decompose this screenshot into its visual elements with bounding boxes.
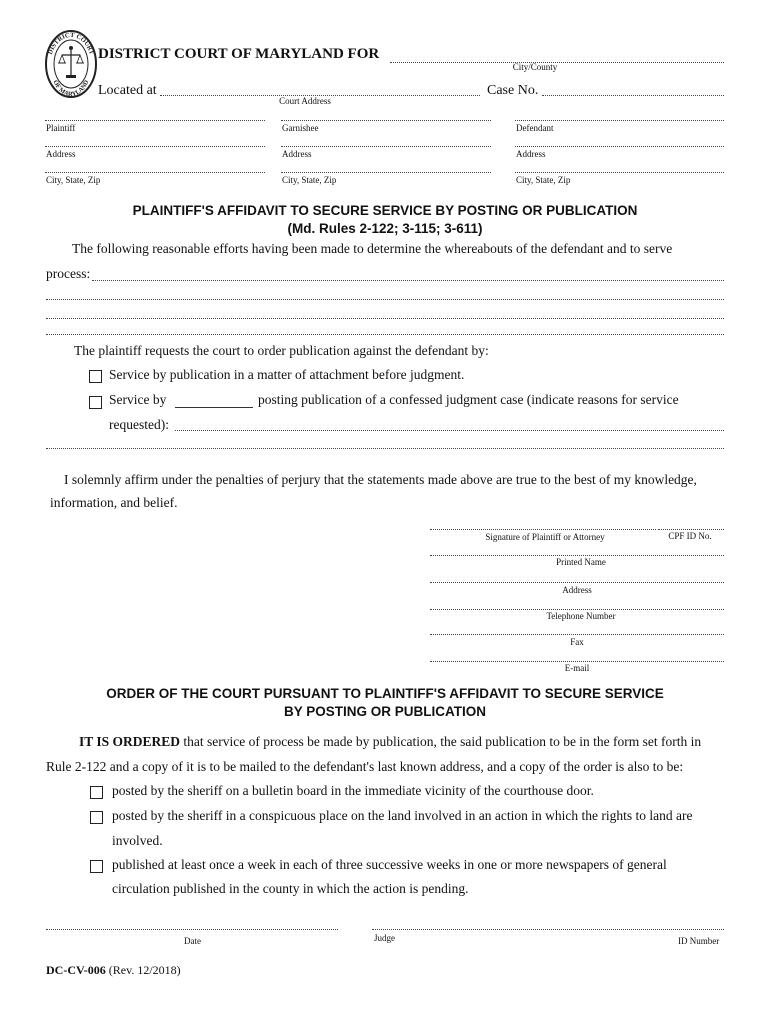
email-caption: E-mail (564, 663, 590, 673)
defendant-address-caption: Address (516, 149, 546, 159)
order-title-line-1: ORDER OF THE COURT PURSUANT TO PLAINTIFF'S AFFIDAVIT TO SECURE SERVICE (106, 686, 664, 701)
garnishee-address-field[interactable] (281, 134, 491, 147)
seal-text-bottom: OF MARYLAND (51, 79, 91, 99)
option-publication-attachment: Service by publication in a matter of attachment before judgment. (109, 367, 465, 382)
case-no-field[interactable] (542, 81, 724, 96)
city-county-caption: City/County (512, 62, 558, 72)
order-text: that service of process be made by publication, the said publication to be in the form set forth in (180, 734, 702, 749)
efforts-line-3[interactable] (46, 304, 724, 319)
form-revision: (Rev. 12/2018) (108, 963, 181, 977)
case-no-label: Case No. (487, 83, 539, 98)
service-method-field[interactable] (175, 393, 253, 408)
printed-name-field[interactable] (430, 545, 724, 556)
garnishee-caption: Garnishee (282, 123, 319, 133)
telephone-caption: Telephone Number (546, 611, 616, 621)
plaintiff-address-caption: Address (46, 149, 76, 159)
seal-text-top: DISTRICT COURT (46, 31, 96, 56)
signer-address-caption: Address (562, 585, 592, 595)
defendant-name-field[interactable] (515, 108, 724, 121)
court-seal-icon (44, 28, 98, 100)
court-address-field[interactable] (160, 81, 480, 96)
signer-address-field[interactable] (430, 572, 724, 583)
affidavit-title: PLAINTIFF'S AFFIDAVIT TO SECURE SERVICE BY POSTING OR PUBLICATION (132, 203, 638, 218)
order-option-newspaper-line-2: circulation published in the county in which the action is pending. (112, 881, 469, 896)
date-field[interactable] (46, 919, 338, 930)
order-paragraph-line-2: Rule 2-122 and a copy of it is to be mailed to the defendant's last known address, and a copy of the order is also to be: (46, 759, 684, 774)
date-caption: Date (184, 936, 201, 946)
reasons-line-1[interactable] (175, 416, 724, 431)
form-number: DC-CV-006 (46, 963, 106, 977)
publication-attachment-checkbox[interactable] (89, 370, 102, 383)
printed-name-caption: Printed Name (556, 557, 606, 567)
form-id (46, 963, 181, 978)
plaintiff-csz-field[interactable] (45, 160, 265, 173)
process-label: process: (46, 266, 91, 281)
option-service-by-suffix: posting publication of a confessed judgment case (indicate reasons for service (258, 392, 679, 407)
defendant-csz-field[interactable] (515, 160, 724, 173)
cpf-id-field[interactable] (658, 519, 724, 530)
signature-field[interactable] (430, 519, 656, 530)
email-field[interactable] (430, 651, 724, 662)
order-title-line-2: BY POSTING OR PUBLICATION (283, 704, 486, 719)
order-option-land-line-2: involved. (112, 833, 163, 848)
defendant-address-field[interactable] (515, 134, 724, 147)
city-county-field[interactable] (390, 46, 724, 63)
efforts-line-1[interactable] (92, 266, 724, 281)
court-label: DISTRICT COURT OF MARYLAND FOR (98, 46, 380, 62)
confessed-judgment-checkbox[interactable] (89, 396, 102, 409)
cpf-caption: CPF ID No. (668, 531, 712, 541)
order-paragraph-line-1 (79, 734, 701, 750)
it-is-ordered-text: IT IS ORDERED (79, 734, 181, 749)
court-address-caption: Court Address (279, 96, 331, 106)
newspaper-publication-checkbox[interactable] (90, 860, 103, 873)
garnishee-name-field[interactable] (281, 108, 491, 121)
land-posting-checkbox[interactable] (90, 811, 103, 824)
requested-label: requested): (109, 417, 169, 432)
fax-field[interactable] (430, 624, 724, 635)
request-text: The plaintiff requests the court to order publication against the defendant by: (74, 343, 489, 358)
affirmation-line-1: I solemnly affirm under the penalties of perjury that the statements made above are true to the best of my knowledge, (64, 472, 697, 487)
affirmation-line-2: information, and belief. (50, 495, 178, 510)
id-number-caption: ID Number (678, 936, 720, 946)
garnishee-csz-caption: City, State, Zip (282, 175, 337, 185)
affidavit-rules: (Md. Rules 2-122; 3-115; 3-611) (287, 221, 483, 236)
plaintiff-caption: Plaintiff (46, 123, 76, 133)
located-label: Located at (98, 83, 157, 98)
plaintiff-address-field[interactable] (45, 134, 265, 147)
defendant-csz-caption: City, State, Zip (516, 175, 571, 185)
defendant-caption: Defendant (516, 123, 554, 133)
option-service-by-prefix: Service by (109, 392, 167, 407)
order-option-courthouse-door: posted by the sheriff on a bulletin board in the immediate vicinity of the courthouse door. (112, 783, 594, 798)
garnishee-csz-field[interactable] (281, 160, 491, 173)
plaintiff-csz-caption: City, State, Zip (46, 175, 101, 185)
fax-caption: Fax (570, 637, 584, 647)
efforts-line-2[interactable] (46, 285, 724, 300)
svg-text:OF MARYLAND (51, 79, 90, 98)
signature-caption: Signature of Plaintiff or Attorney (485, 532, 605, 542)
telephone-field[interactable] (430, 599, 724, 610)
plaintiff-name-field[interactable] (45, 108, 265, 121)
garnishee-address-caption: Address (282, 149, 312, 159)
efforts-line-4[interactable] (46, 320, 724, 335)
judge-signature-field[interactable] (372, 919, 724, 930)
affidavit-intro: The following reasonable efforts having been made to determine the whereabouts of the defendant and to serve (72, 241, 673, 256)
order-option-newspaper-line-1: published at least once a week in each of three successive weeks in one or more newspapers of general (112, 857, 667, 872)
reasons-line-2[interactable] (46, 434, 724, 449)
order-option-land-line-1: posted by the sheriff in a conspicuous place on the land involved in an action in which the rights to land are (112, 808, 693, 823)
judge-caption: Judge (374, 933, 395, 943)
courthouse-door-checkbox[interactable] (90, 786, 103, 799)
